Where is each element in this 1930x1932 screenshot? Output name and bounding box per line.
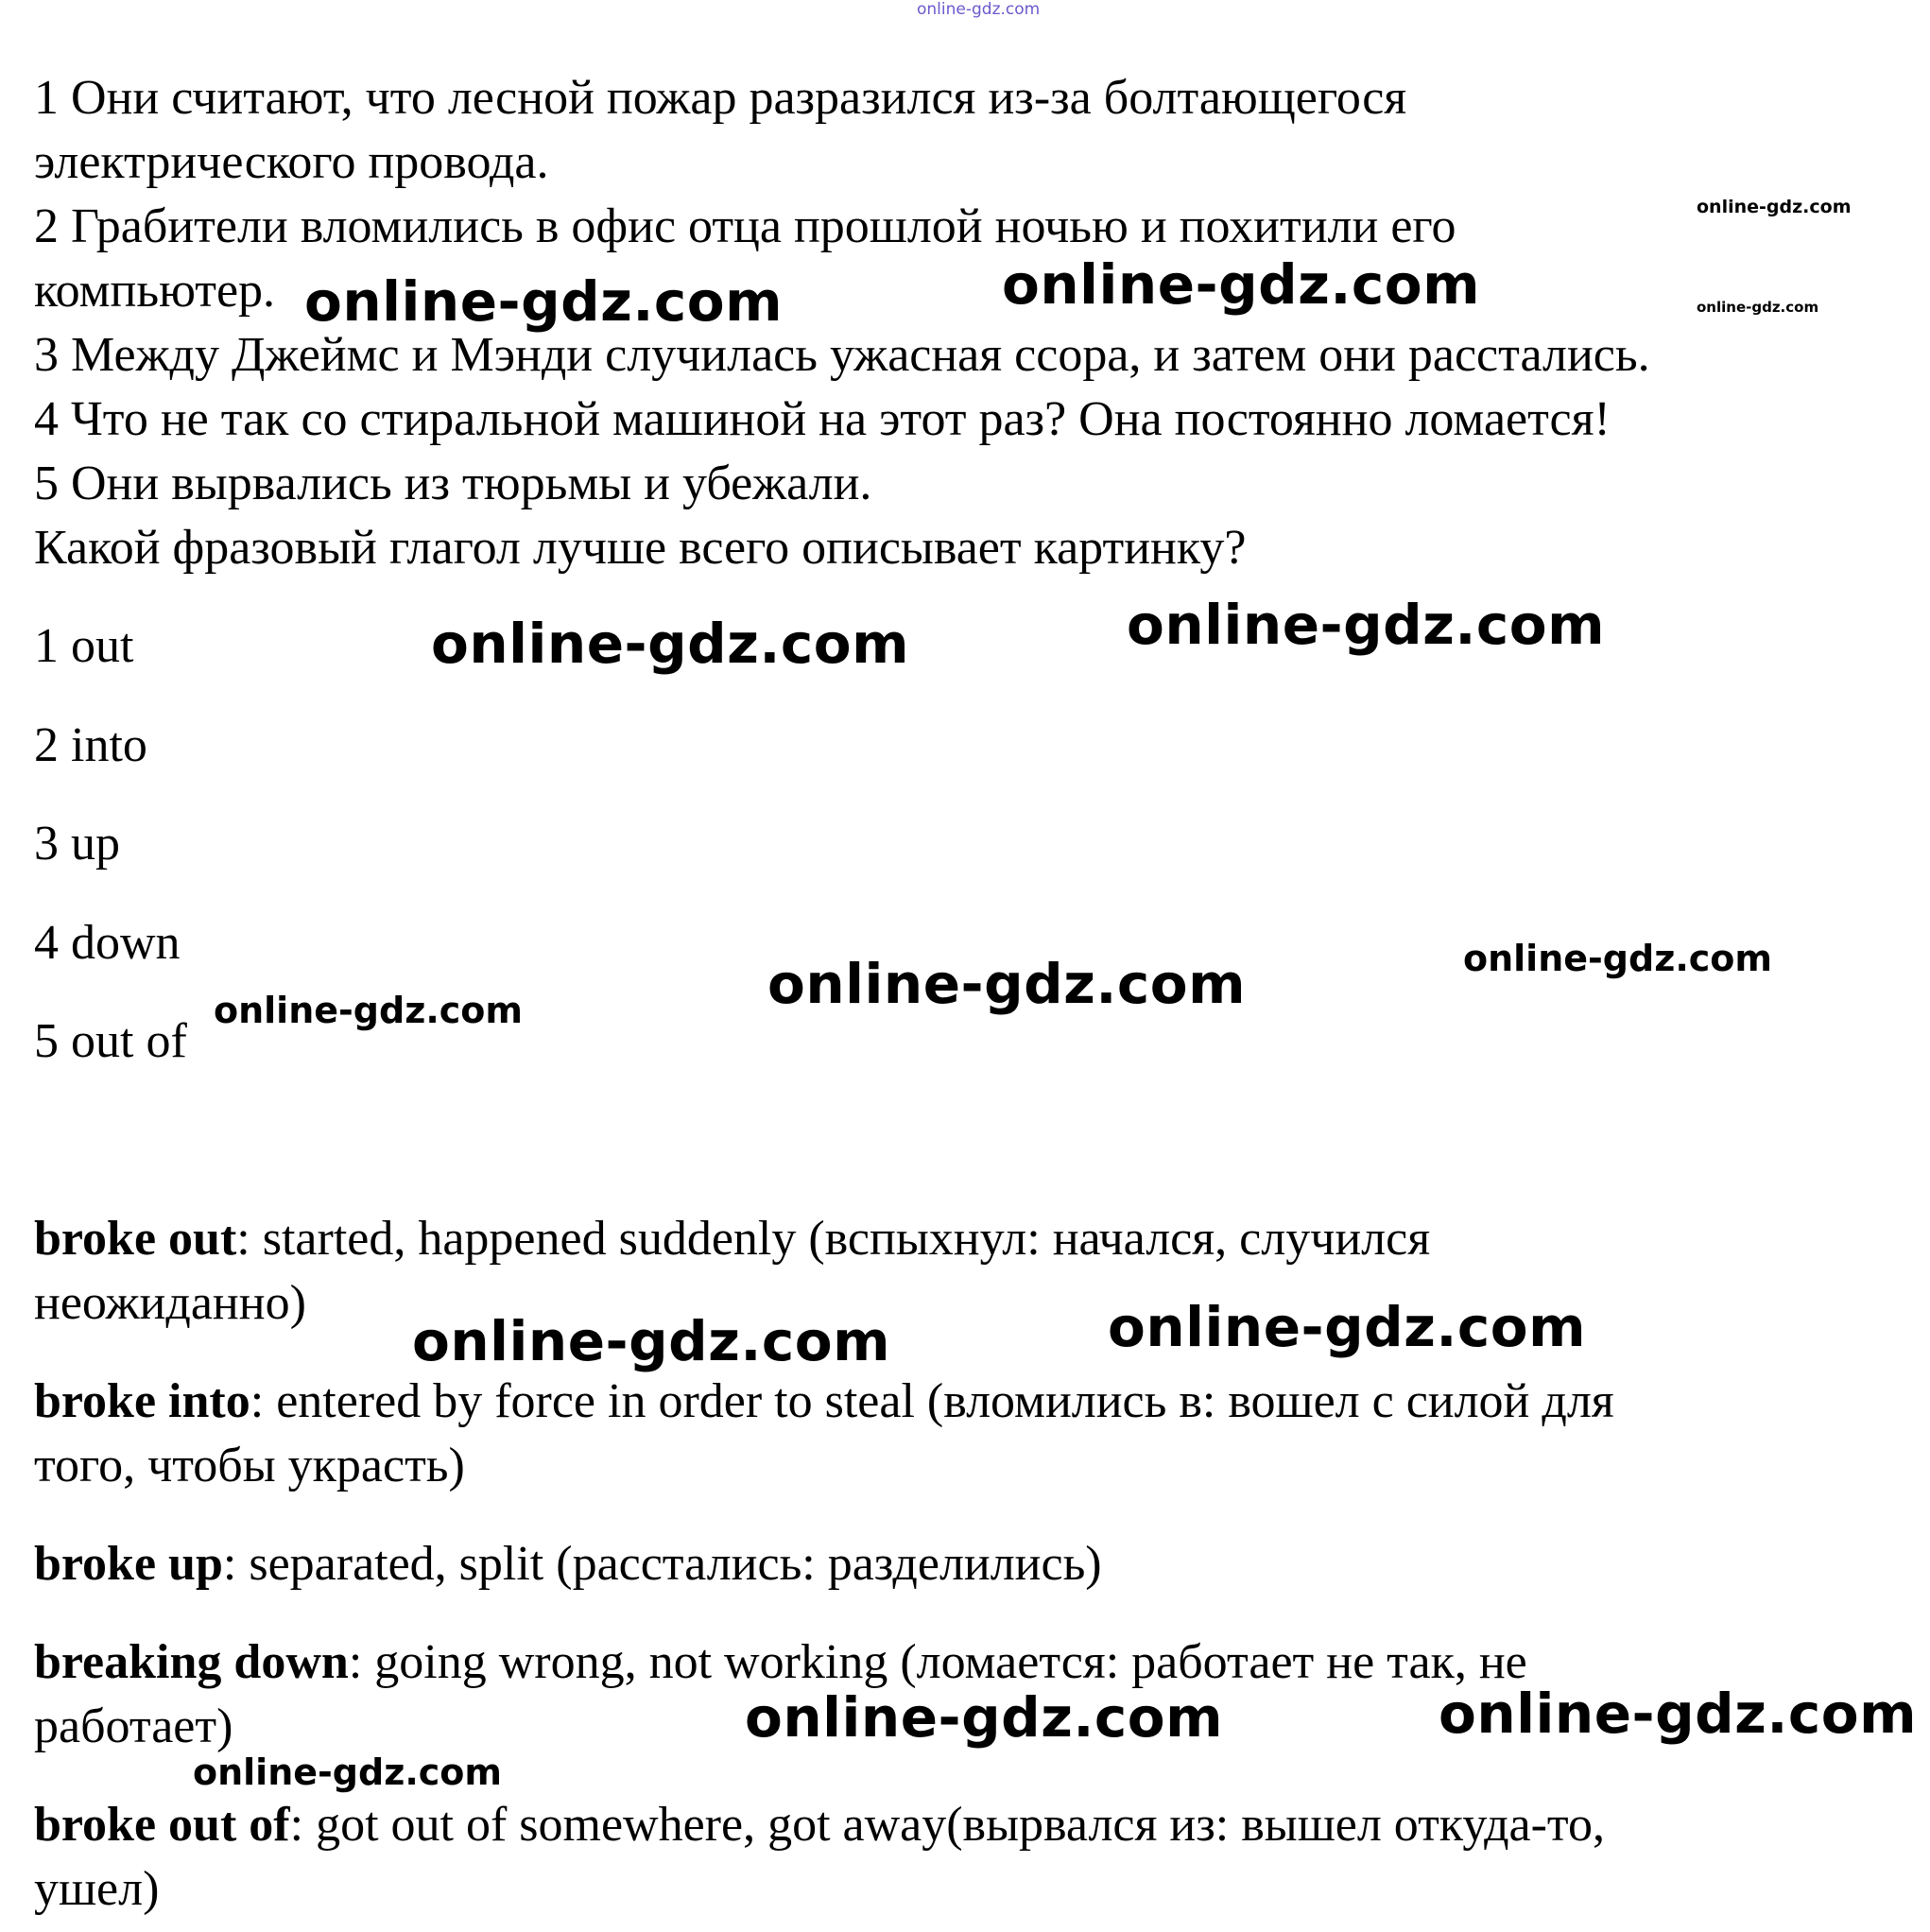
definition-1-cont: неожиданно) (34, 1276, 306, 1330)
definition-term: broke out (34, 1212, 237, 1266)
watermark: online-gdz.com (1463, 938, 1772, 979)
watermark: online-gdz.com (304, 269, 784, 334)
definition-text: : got out of somewhere, got away(вырвался из: вышел откуда-то, (289, 1798, 1605, 1852)
translation-line-5: 5 Они вырвались из тюрьмы и убежали. (34, 457, 872, 510)
watermark: online-gdz.com (1697, 299, 1819, 316)
watermark: online-gdz.com (745, 1685, 1224, 1750)
watermark-top: online-gdz.com (917, 0, 1041, 19)
watermark: online-gdz.com (431, 612, 910, 676)
definition-text: : separated, split (расстались: разделились) (222, 1537, 1102, 1591)
answer-5: 5 out of (34, 1014, 187, 1068)
translation-line-2-cont: компьютер. (34, 264, 276, 318)
question-text: Какой фразовый глагол лучше всего описывает картинку? (34, 521, 1247, 575)
translation-line-1-cont: электрического провода. (34, 135, 549, 189)
watermark: online-gdz.com (1108, 1295, 1587, 1359)
watermark: online-gdz.com (412, 1309, 891, 1373)
definition-term: breaking down (34, 1635, 349, 1689)
watermark: online-gdz.com (767, 952, 1247, 1016)
translation-line-2: 2 Грабители вломились в офис отца прошлой ночью и похитили его (34, 199, 1456, 253)
watermark: online-gdz.com (1697, 197, 1852, 217)
definition-text: : going wrong, not working (ломается: работает не так, не (348, 1635, 1527, 1689)
definition-4 (34, 1635, 1527, 1689)
answer-3: 3 up (34, 817, 120, 871)
answer-2: 2 into (34, 718, 147, 772)
answer-1: 1 out (34, 619, 134, 673)
definition-2 (34, 1374, 1614, 1428)
watermark: online-gdz.com (1002, 252, 1481, 317)
watermark: online-gdz.com (214, 990, 523, 1031)
answer-4: 4 down (34, 916, 181, 970)
definition-5-cont: ушел) (34, 1862, 160, 1916)
definition-term: broke out of (34, 1798, 290, 1852)
watermark: online-gdz.com (193, 1751, 502, 1793)
definition-text: : started, happened suddenly (вспыхнул: начался, случился (236, 1212, 1431, 1266)
definition-1 (34, 1212, 1431, 1266)
watermark: online-gdz.com (1127, 593, 1606, 657)
definition-3 (34, 1537, 1102, 1591)
translation-line-1: 1 Они считают, что лесной пожар разразился из-за болтающегося (34, 71, 1407, 125)
translation-line-3: 3 Между Джеймс и Мэнди случилась ужасная ссора, и затем они расстались. (34, 328, 1650, 382)
definition-2-cont: того, чтобы украсть) (34, 1439, 465, 1492)
definition-term: broke into (34, 1374, 250, 1428)
definition-term: broke up (34, 1537, 223, 1591)
definition-4-cont: работает) (34, 1699, 233, 1753)
translation-line-4: 4 Что не так со стиральной машиной на этот раз? Она постоянно ломается! (34, 392, 1611, 446)
watermark: online-gdz.com (1439, 1682, 1918, 1746)
definition-text: : entered by force in order to steal (вломились в: вошел с силой для (250, 1374, 1614, 1428)
definition-5 (34, 1798, 1605, 1852)
